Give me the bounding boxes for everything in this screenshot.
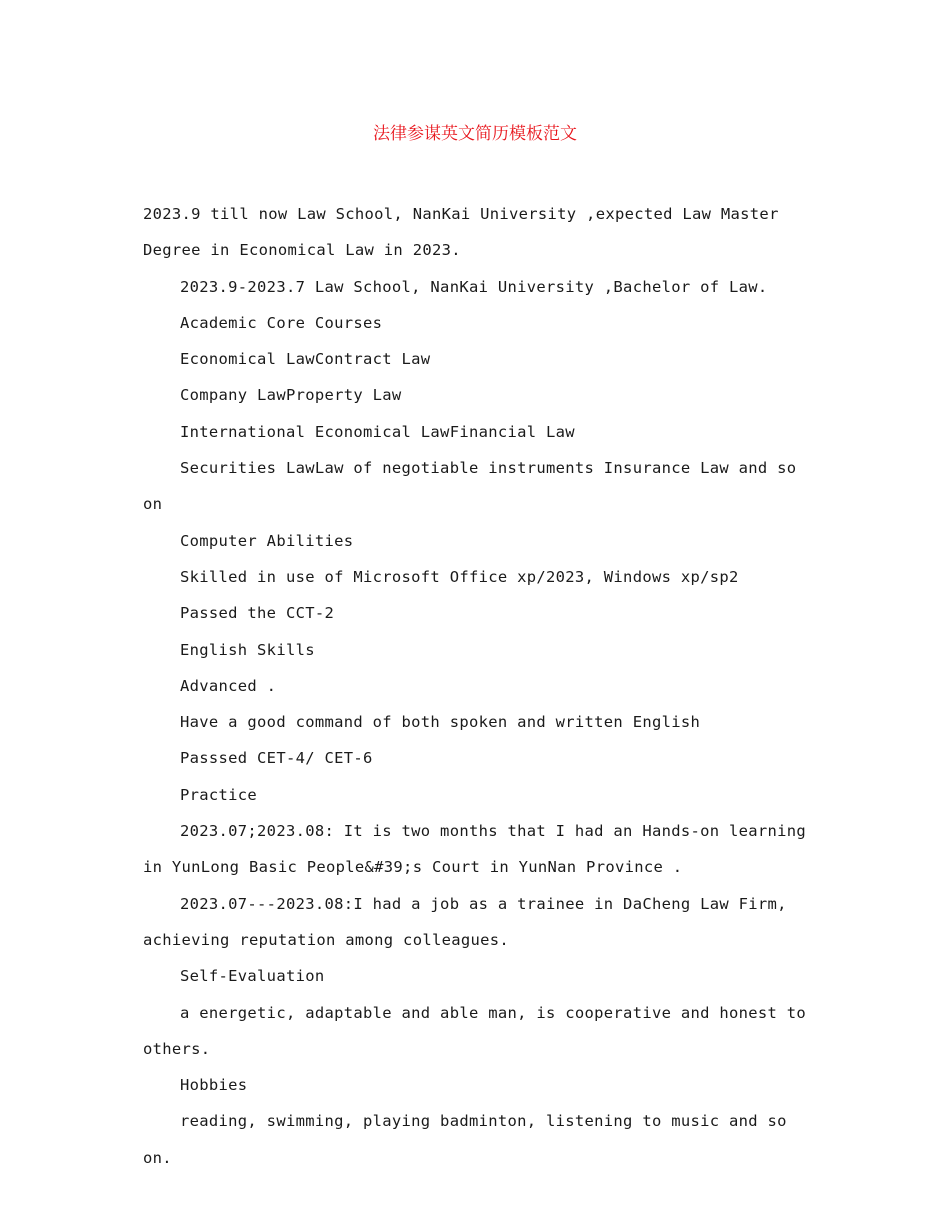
heading-english-skills: English Skills (180, 640, 315, 659)
heading-computer-abilities: Computer Abilities (180, 531, 354, 550)
computer-skill-line: Skilled in use of Microsoft Office xp/2023, Windows xp/sp2 (180, 567, 739, 586)
document-body (143, 196, 816, 1176)
course-line: Economical LawContract Law (180, 350, 431, 369)
english-skill-line: Passsed CET-4/ CET-6 (180, 749, 373, 768)
heading-practice: Practice (180, 785, 258, 804)
heading-hobbies: Hobbies (180, 1076, 248, 1095)
heading-self-evaluation: Self-Evaluation (180, 967, 325, 986)
practice-entry: 2023.07;2023.08: It is two months that I had an Hands-on learning in YunLong Basic People&#39;s Court in YunNan Province . (143, 822, 816, 877)
english-skill-line: Advanced . (180, 676, 277, 695)
practice-entry: 2023.07---2023.08:I had a job as a trainee in DaCheng Law Firm, achieving reputation among colleagues. (143, 894, 797, 949)
course-line: Securities LawLaw of negotiable instruments Insurance Law and so on (143, 459, 807, 514)
paragraph-education-bachelor: 2023.9-2023.7 Law School, NanKai University ,Bachelor of Law. (180, 277, 768, 296)
english-skill-line: Have a good command of both spoken and written English (180, 713, 701, 732)
course-line: International Economical LawFinancial Law (180, 422, 575, 441)
heading-academic-courses: Academic Core Courses (180, 313, 383, 332)
document-title: 法律参谋英文简历模板范文 (373, 124, 577, 144)
paragraph-education-master: 2023.9 till now Law School, NanKai University ,expected Law Master Degree in Economical Law in 2023. (143, 205, 789, 260)
course-line: Company LawProperty Law (180, 386, 402, 405)
self-evaluation-text: a energetic, adaptable and able man, is cooperative and honest to others. (143, 1003, 816, 1058)
hobbies-text: reading, swimming, playing badminton, listening to music and so on. (143, 1112, 797, 1167)
computer-skill-line: Passed the CCT-2 (180, 604, 335, 623)
